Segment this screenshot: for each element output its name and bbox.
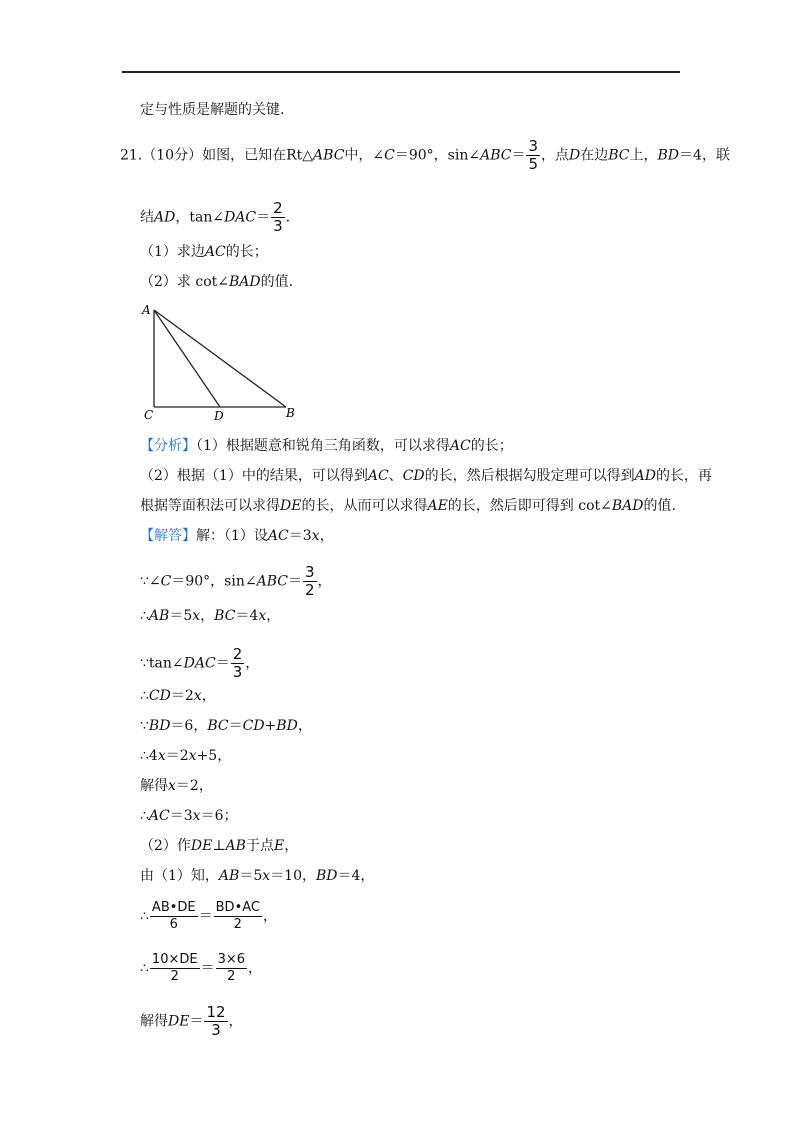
fraction: $\frac{BD•AC}{2}$ [215, 900, 260, 932]
solution-line-6: ∵BD＝6，BC＝CD+BD， [140, 718, 312, 734]
fraction: $\frac{AB•DE}{6}$ [151, 900, 196, 932]
tan-fraction: $\frac{2}{3}$ [273, 199, 283, 235]
analysis-tag: 【分析】 [140, 438, 196, 454]
solution-line-3: ∴AB＝5x，BC＝4x， [140, 608, 281, 624]
sub-question-2: （2）求 cot∠BAD的值. [140, 274, 294, 290]
question-number: 21. [120, 147, 143, 164]
solution-line-10: （2）作DE⊥AB于点E， [140, 838, 299, 854]
fraction: $\frac{2}{3}$ [232, 645, 243, 681]
question-21-line-1: 21.（10分）如图，已知在Rt△ABC中，∠C＝90°，sin∠ABC＝ $\frac{3}{5}$ ，点D在边BC上，BD＝4，联 [120, 137, 730, 173]
fraction: $\frac{12}{3}$ [206, 1003, 226, 1039]
segment-ab [154, 310, 286, 407]
solution-line-9: ∴AC＝3x＝6； [140, 808, 238, 824]
analysis-line-1: 【分析】（1）根据题意和锐角三角函数，可以求得AC的长； [140, 438, 513, 454]
label-b: B [286, 406, 295, 420]
fraction: $\frac{3}{2}$ [304, 563, 315, 599]
sin-fraction: $\frac{3}{5}$ [528, 137, 539, 173]
solution-line-8: 解得x＝2， [140, 778, 213, 794]
question-21-line-2: 结AD，tan∠DAC＝ $\frac{2}{3}$ . [140, 199, 291, 235]
solution-line-2: ∵∠C＝90°，sin∠ABC＝ $\frac{3}{2}$ ， [140, 563, 332, 599]
solution-line-5: ∴CD＝2x， [140, 688, 216, 704]
label-a: A [142, 303, 151, 317]
solution-line-7: ∴4x＝2x+5， [140, 748, 232, 764]
question-score: （10分） [142, 147, 203, 164]
solution-line-12: ∴ $\frac{AB•DE}{6}$ ＝ $\frac{BD•AC}{2}$ ， [140, 900, 277, 932]
solution-line-11: 由（1）知，AB＝5x＝10，BD＝4， [140, 868, 375, 884]
solution-line-14: 解得DE＝ $\frac{12}{3}$ ， [140, 1003, 243, 1039]
solution-tag: 【解答】 [140, 528, 196, 544]
analysis-line-2: （2）根据（1）中的结果，可以得到AC、CD的长，然后根据勾股定理可以得到AD的长，再 [140, 468, 712, 484]
label-c: C [144, 408, 154, 422]
fraction: $\frac{10\times DE}{2}$ [151, 952, 198, 984]
segment-ad [154, 310, 220, 407]
header-rule [122, 71, 680, 73]
solution-line-1: 【解答】解：（1）设AC＝3x， [140, 528, 334, 544]
analysis-line-3: 根据等面积法可以求得DE的长，从而可以求得AE的长，然后即可得到 cot∠BAD的值. [140, 498, 676, 514]
previous-answer-tail: 定与性质是解题的关键. [140, 102, 285, 118]
triangle-figure [140, 300, 310, 425]
solution-line-13: ∴ $\frac{10\times DE}{2}$ ＝ $\frac{3\times 6}{2}$ ， [140, 952, 263, 984]
sub-question-1: （1）求边AC的长； [140, 244, 268, 260]
solution-line-4: ∵tan∠DAC＝ $\frac{2}{3}$ ， [140, 645, 260, 681]
label-d: D [214, 409, 224, 423]
fraction: $\frac{3\times 6}{2}$ [217, 952, 246, 984]
